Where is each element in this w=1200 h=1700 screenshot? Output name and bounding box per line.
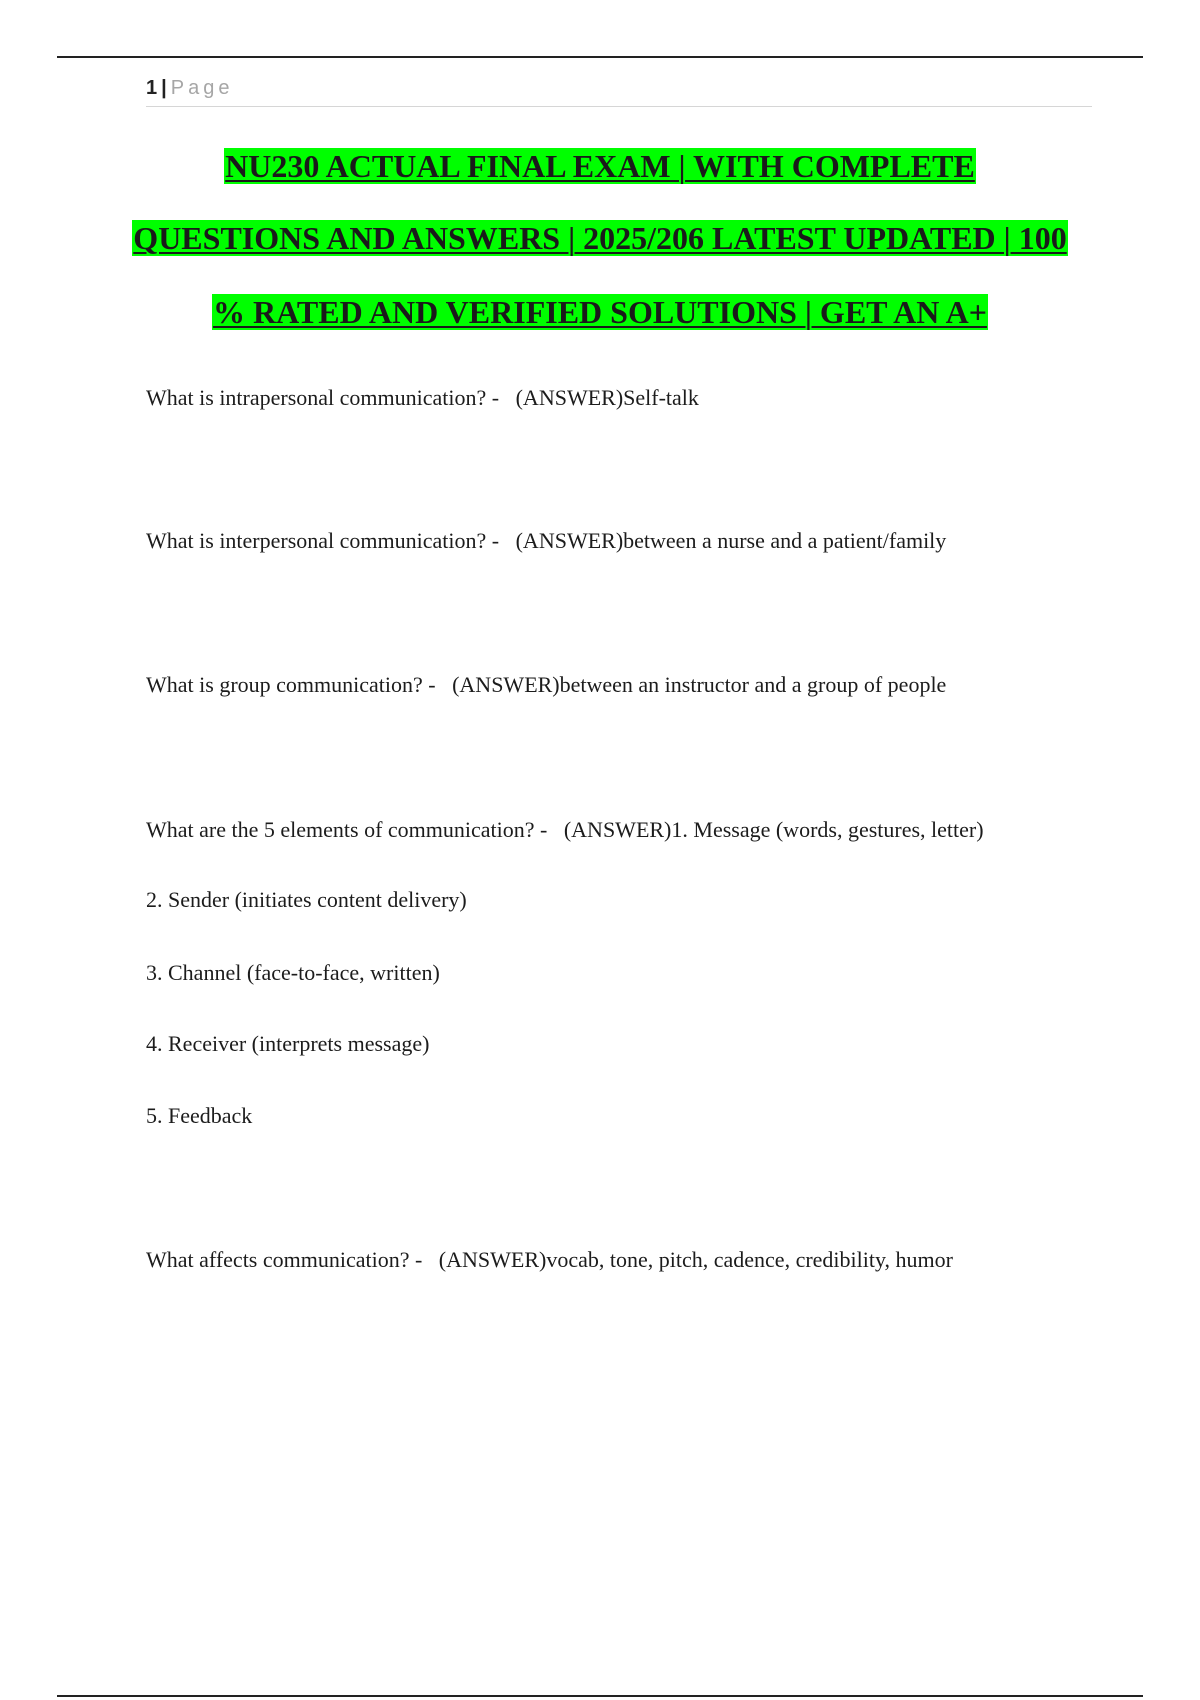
document-title-line-1 <box>0 146 1200 186</box>
bottom-border-rule <box>57 1695 1143 1697</box>
page-label: Page <box>170 77 234 99</box>
list-item-channel: 3. Channel (face-to-face, written) <box>146 960 440 985</box>
list-item-sender: 2. Sender (initiates content delivery) <box>146 887 467 912</box>
document-title-line-2 <box>0 218 1200 258</box>
page-separator: | <box>161 77 167 99</box>
top-border-rule <box>57 56 1143 58</box>
qa-five-elements: What are the 5 elements of communication? - (ANSWER)1. Message (words, gestures, letter) <box>146 817 984 842</box>
title-text-3: % RATED AND VERIFIED SOLUTIONS | GET AN A+ <box>213 294 987 330</box>
qa-affects: What affects communication? - (ANSWER)vocab, tone, pitch, cadence, credibility, humor <box>146 1247 953 1272</box>
title-text-1: NU230 ACTUAL FINAL EXAM | WITH COMPLETE <box>225 148 975 184</box>
page-header <box>146 74 1092 107</box>
list-item-receiver: 4. Receiver (interprets message) <box>146 1031 430 1056</box>
qa-group: What is group communication? - (ANSWER)between an instructor and a group of people <box>146 672 947 697</box>
list-item-feedback: 5. Feedback <box>146 1103 253 1128</box>
page-number: 1 <box>146 77 158 99</box>
title-text-2: QUESTIONS AND ANSWERS | 2025/206 LATEST UPDATED | 100 <box>133 220 1067 256</box>
qa-intrapersonal: What is intrapersonal communication? - (ANSWER)Self-talk <box>146 385 699 410</box>
document-title-line-3 <box>0 292 1200 332</box>
qa-interpersonal: What is interpersonal communication? - (ANSWER)between a nurse and a patient/family <box>146 528 947 553</box>
